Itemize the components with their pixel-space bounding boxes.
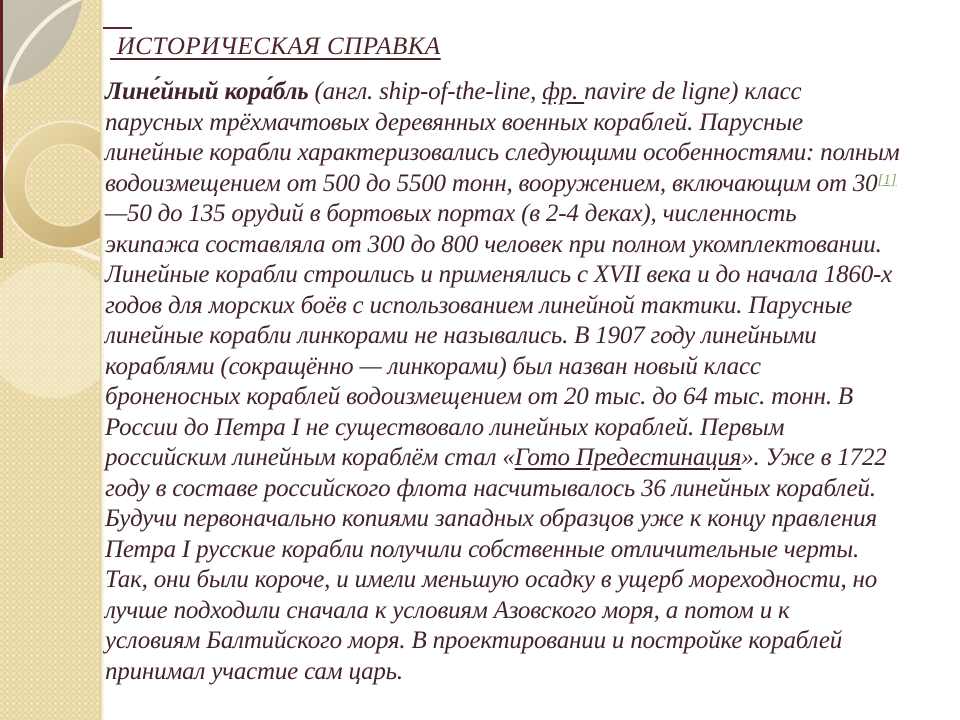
text-segment: ». Уже в 1722	[741, 444, 887, 471]
text-segment: Петра I русские корабли получили собственные отличительные черты.	[105, 535, 860, 563]
text-line	[105, 382, 955, 413]
text-line	[105, 474, 955, 505]
text-segment: принимал участие сам царь.	[105, 657, 403, 685]
text-segment: Линейные корабли строились и применялись с XVII века и до начала 1860-х	[105, 261, 893, 288]
text-segment: Так, они были короче, и имели меньшую осадку в ущерб мореходности, но	[105, 566, 878, 593]
text-line	[105, 565, 955, 596]
link-goto-predestinatsia: Гото Предестинация	[514, 444, 742, 471]
title-dash	[103, 27, 132, 29]
text-line	[105, 108, 955, 139]
text-line	[105, 230, 955, 261]
text-segment: российским линейным кораблём стал «	[105, 444, 515, 471]
text-segment: лучше подходили сначала к условиям Азовского моря, а потом и к	[105, 596, 790, 624]
text-line	[105, 77, 955, 108]
text-line	[105, 352, 955, 383]
text-segment: Будучи первоначально копиями западных образцов уже к концу правления	[105, 505, 877, 532]
sidebar-circles-decoration	[0, 0, 100, 720]
link-fr: фр.	[542, 78, 585, 105]
text-segment: линейные корабли характеризовались следующими особенностями: полным	[105, 139, 900, 166]
text-line	[105, 626, 955, 657]
footnote-ref-1[interactable]: [1]	[877, 171, 897, 188]
text-segment: условиям Балтийского моря. В проектировании и постройке кораблей	[105, 627, 843, 654]
text-line	[105, 291, 955, 322]
text-line	[105, 657, 955, 688]
text-line	[105, 504, 955, 535]
ring-shape	[14, 133, 100, 237]
text-segment: парусных трёхмачтовых деревянных военных кораблей. Парусные	[105, 108, 803, 136]
text-segment: линейные корабли линкорами не назывались. В 1907 году линейными	[105, 322, 817, 349]
slide-title: ИСТОРИЧЕСКАЯ СПРАВКА	[110, 33, 441, 60]
text-segment: экипажа составляла от 300 до 800 человек при полном укомплектовании.	[105, 230, 882, 258]
text-segment: году в составе российского флота насчитывалось 36 линейных кораблей.	[105, 474, 876, 502]
left-accent-line	[0, 0, 3, 258]
faint-circle-shape	[0, 262, 100, 398]
text-segment: броненосных кораблей водоизмещением от 20 тыс. до 64 тыс. тонн. В	[105, 383, 853, 410]
text-line	[105, 413, 955, 444]
term-bold: Лине́йный кора́бль	[105, 78, 309, 105]
text-segment: кораблями (сокращённо — линкорами) был назван новый класс	[105, 352, 761, 380]
text-line	[105, 596, 955, 627]
text-line	[105, 199, 955, 230]
ring-inner-rim	[26, 145, 101, 226]
text-line	[105, 169, 955, 200]
text-segment: России до Петра I не существовало линейных кораблей. Первым	[105, 413, 785, 441]
gray-circle-shape	[0, 0, 85, 87]
body-text	[105, 77, 955, 687]
text-line	[105, 535, 955, 566]
text-segment: (англ. ship-of-the-line,	[308, 78, 543, 105]
text-line	[105, 260, 955, 291]
text-segment: водоизмещением от 500 до 5500 тонн, вооружением, включающим от 30	[105, 169, 878, 197]
text-line	[105, 321, 955, 352]
text-segment: navire de ligne) класс	[584, 78, 802, 105]
text-segment: —50 до 135 орудий в бортовых портах (в 2-4 деках), численность	[105, 200, 797, 227]
decorative-sidebar	[0, 0, 100, 720]
text-line	[105, 443, 955, 474]
text-line	[105, 138, 955, 169]
text-segment: годов для морских боёв с использованием линейной тактики. Парусные	[105, 291, 853, 319]
